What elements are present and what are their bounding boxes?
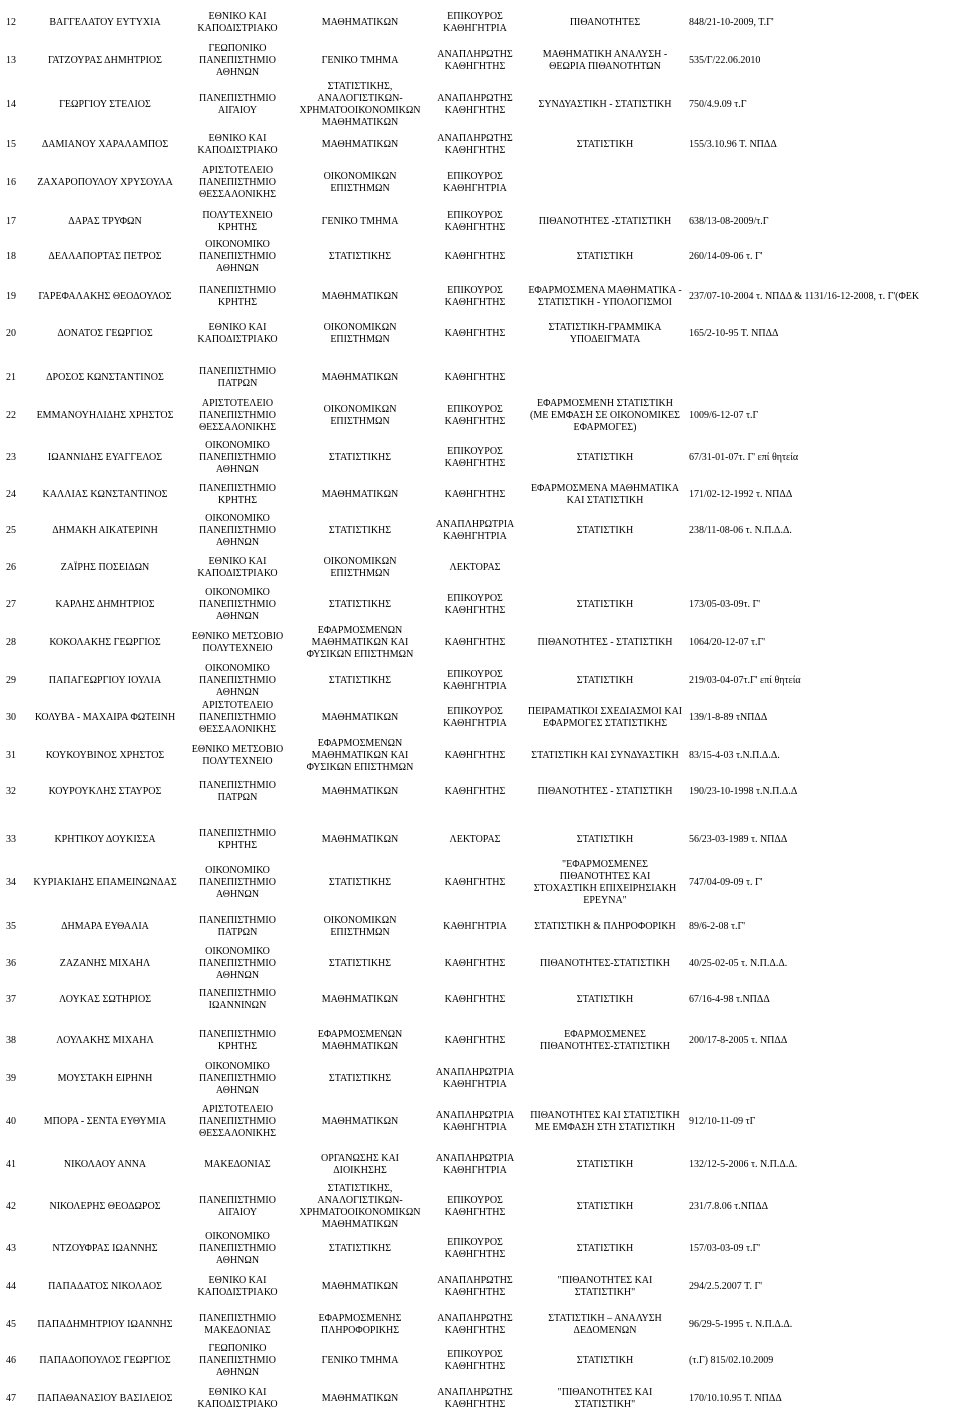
- cell-subject: ΣΤΑΤΙΣΤΙΚΗ – ΑΝΑΛΥΣΗ ΔΕΔΟΜΕΝΩΝ: [548, 1313, 662, 1336]
- table-row: [0, 549, 960, 587]
- cell-num: 30: [6, 712, 16, 723]
- cell-num: 33: [6, 834, 16, 845]
- cell-rank: ΚΑΘΗΓΗΤΗΣ: [444, 1035, 506, 1046]
- cell-name: ΚΟΥΡΟΥΚΛΗΣ ΣΤΑΥΡΟΣ: [48, 786, 162, 797]
- cell-institution: ΠΟΛΥΤΕΧΝΕΙΟ ΚΡΗΤΗΣ: [202, 210, 273, 233]
- table-row: [0, 1379, 960, 1419]
- cell-department: ΜΑΘΗΜΑΤΙΚΩΝ: [321, 712, 399, 723]
- cell-num: 40: [6, 1116, 16, 1127]
- cell-code: 638/13-08-2009/τ.Γ: [689, 216, 769, 227]
- cell-name: ΕΜΜΑΝΟΥΗΛΙΔΗΣ ΧΡΗΣΤΟΣ: [36, 410, 174, 421]
- table-row: [0, 393, 960, 439]
- cell-code: 238/11-08-06 τ. Ν.Π.Δ.Δ.: [689, 525, 792, 536]
- cell-institution: ΠΑΝΕΠΙΣΤΗΜΙΟ ΑΙΓΑΙΟΥ: [199, 93, 276, 116]
- cell-department: ΜΑΘΗΜΑΤΙΚΩΝ: [321, 1281, 399, 1292]
- cell-institution: ΕΘΝΙΚΟ ΜΕΤΣΟΒΙΟ ΠΟΛΥΤΕΧΝΕΙΟ: [191, 744, 284, 767]
- cell-department: ΣΤΑΤΙΣΤΙΚΗΣ: [328, 599, 392, 610]
- cell-institution: ΑΡΙΣΤΟΤΕΛΕΙΟ ΠΑΝΕΠΙΣΤΗΜΙΟ ΘΕΣΣΑΛΟΝΙΚΗΣ: [198, 700, 277, 735]
- cell-code: 67/31-01-07τ. Γ' επί θητεία: [689, 452, 799, 463]
- cell-institution: ΠΑΝΕΠΙΣΤΗΜΙΟ ΚΡΗΤΗΣ: [199, 1029, 276, 1052]
- table-row: [0, 1343, 960, 1379]
- cell-name: ΖΑΧΑΡΟΠΟΥΛΟΥ ΧΡΥΣΟΥΛΑ: [37, 177, 173, 188]
- table-row: [0, 363, 960, 393]
- roster-table: [0, 363, 960, 809]
- cell-subject: ΣΤΑΤΙΣΤΙΚΗ: [576, 1243, 634, 1254]
- cell-subject: ΠΕΙΡΑΜΑΤΙΚΟΙ ΣΧΕΔΙΑΣΜΟΙ ΚΑΙ ΕΦΑΡΜΟΓΕΣ ΣΤΑΤΙΣΤΙΚΗΣ: [527, 706, 683, 729]
- cell-rank: ΑΝΑΠΛΗΡΩΤΗΣ ΚΑΘΗΓΗΤΗΣ: [437, 1387, 513, 1410]
- cell-code: 237/07-10-2004 τ. ΝΠΔΔ & 1131/16-12-2008, τ. Γ'(ΦΕΚ: [689, 291, 920, 302]
- cell-institution: ΓΕΩΠΟΝΙΚΟ ΠΑΝΕΠΙΣΤΗΜΙΟ ΑΘΗΝΩΝ: [199, 43, 276, 78]
- cell-rank: ΕΠΙΚΟΥΡΟΣ ΚΑΘΗΓΗΤΗΣ: [444, 404, 506, 427]
- cell-institution: ΟΙΚΟΝΟΜΙΚΟ ΠΑΝΕΠΙΣΤΗΜΙΟ ΑΘΗΝΩΝ: [199, 946, 276, 981]
- cell-code: [685, 161, 960, 205]
- cell-num: 39: [6, 1073, 16, 1084]
- cell-rank: ΚΑΘΗΓΗΤΗΣ: [444, 750, 506, 761]
- cell-subject: ΠΙΘΑΝΟΤΗΤΕΣ-ΣΤΑΤΙΣΤΙΚΗ: [539, 958, 671, 969]
- cell-subject: ΠΙΘΑΝΟΤΗΤΕΣ ΚΑΙ ΣΤΑΤΙΣΤΙΚΗ ΜΕ ΕΜΦΑΣΗ ΣΤΗ ΣΤΑΤΙΣΤΙΚΗ: [530, 1110, 680, 1133]
- cell-num: 19: [6, 291, 16, 302]
- cell-subject: [525, 549, 685, 587]
- cell-name: ΚΡΗΤΙΚΟΥ ΔΟΥΚΙΣΣΑ: [54, 834, 156, 845]
- cell-rank: ΚΑΘΗΓΗΤΗΣ: [444, 877, 506, 888]
- cell-subject: "ΠΙΘΑΝΟΤΗΤΕΣ ΚΑΙ ΣΤΑΤΙΣΤΙΚΗ": [557, 1275, 653, 1298]
- cell-subject: ΣΤΑΤΙΣΤΙΚΗ ΚΑΙ ΣΥΝΔΥΑΣΤΙΚΗ: [531, 750, 679, 761]
- cell-name: ΛΟΥΛΑΚΗΣ ΜΙΧΑΗΛ: [56, 1035, 154, 1046]
- cell-subject: ΣΤΑΤΙΣΤΙΚΗ: [576, 139, 634, 150]
- cell-code: 40/25-02-05 τ. Ν.Π.Δ.Δ.: [689, 958, 788, 969]
- cell-name: ΜΠΟΡΑ - ΣΕΝΤΑ ΕΥΘΥΜΙΑ: [43, 1116, 167, 1127]
- cell-subject: ΣΤΑΤΙΣΤΙΚΗ: [576, 452, 634, 463]
- cell-num: 42: [6, 1201, 16, 1212]
- cell-department: ΓΕΝΙΚΟ ΤΜΗΜΑ: [321, 1355, 399, 1366]
- cell-num: 44: [6, 1281, 16, 1292]
- cell-department: ΕΦΑΡΜΟΣΜΕΝΩΝ ΜΑΘΗΜΑΤΙΚΩΝ ΚΑΙ ΦΥΣΙΚΩΝ ΕΠΙΣΤΗΜΩΝ: [306, 625, 414, 660]
- cell-name: ΚΑΡΛΗΣ ΔΗΜΗΤΡΙΟΣ: [55, 599, 155, 610]
- roster-table: [0, 823, 960, 1017]
- cell-code: 750/4.9.09 τ.Γ: [689, 99, 747, 110]
- cell-subject: ΣΤΑΤΙΣΤΙΚΗ: [576, 525, 634, 536]
- cell-rank: ΚΑΘΗΓΗΤΗΣ: [444, 372, 506, 383]
- cell-rank: ΕΠΙΚΟΥΡΟΣ ΚΑΘΗΓΗΤΗΣ: [444, 593, 506, 616]
- cell-code: (τ.Γ) 815/02.10.2009: [689, 1355, 774, 1366]
- table-row: [0, 945, 960, 983]
- cell-institution: ΠΑΝΕΠΙΣΤΗΜΙΟ ΚΡΗΤΗΣ: [199, 828, 276, 851]
- cell-institution: ΑΡΙΣΤΟΤΕΛΕΙΟ ΠΑΝΕΠΙΣΤΗΜΙΟ ΘΕΣΣΑΛΟΝΙΚΗΣ: [198, 398, 277, 433]
- cell-name: ΙΩΑΝΝΙΔΗΣ ΕΥΑΓΓΕΛΟΣ: [47, 452, 163, 463]
- cell-institution: ΕΘΝΙΚΟ ΚΑΙ ΚΑΠΟΔΙΣΤΡΙΑΚΟ: [197, 322, 278, 345]
- cell-code: 1064/20-12-07 τ.Γ': [689, 637, 766, 648]
- cell-department: ΜΑΘΗΜΑΤΙΚΩΝ: [321, 1393, 399, 1404]
- cell-institution: ΟΙΚΟΝΟΜΙΚΟ ΠΑΝΕΠΙΣΤΗΜΙΟ ΑΘΗΝΩΝ: [199, 865, 276, 900]
- cell-name: ΚΥΡΙΑΚΙΔΗΣ ΕΠΑΜΕΙΝΩΝΔΑΣ: [33, 877, 177, 888]
- cell-subject: ΠΙΘΑΝΟΤΗΤΕΣ - ΣΤΑΤΙΣΤΙΚΗ: [537, 786, 673, 797]
- cell-institution: ΕΘΝΙΚΟ ΜΕΤΣΟΒΙΟ ΠΟΛΥΤΕΧΝΕΙΟ: [191, 631, 284, 654]
- cell-num: 17: [6, 216, 16, 227]
- table-row: [0, 239, 960, 275]
- cell-name: ΔΑΡΑΣ ΤΡΥΦΩΝ: [68, 216, 142, 227]
- cell-institution: ΕΘΝΙΚΟ ΚΑΙ ΚΑΠΟΔΙΣΤΡΙΑΚΟ: [197, 1387, 278, 1410]
- table-row: [0, 909, 960, 945]
- cell-rank: ΛΕΚΤΟΡΑΣ: [449, 562, 501, 573]
- cell-code: [685, 363, 960, 393]
- cell-department: ΜΑΘΗΜΑΤΙΚΩΝ: [321, 834, 399, 845]
- cell-num: 18: [6, 251, 16, 262]
- cell-name: ΝΙΚΟΛΑΟΥ ΑΝΝΑ: [63, 1159, 147, 1170]
- cell-department: ΜΑΘΗΜΑΤΙΚΩΝ: [321, 17, 399, 28]
- cell-institution: ΟΙΚΟΝΟΜΙΚΟ ΠΑΝΕΠΙΣΤΗΜΙΟ ΑΘΗΝΩΝ: [199, 513, 276, 548]
- cell-num: 35: [6, 921, 16, 932]
- table-row: [0, 587, 960, 623]
- cell-rank: ΕΠΙΚΟΥΡΟΣ ΚΑΘΗΓΗΤΗΣ: [444, 210, 506, 233]
- cell-department: ΜΑΘΗΜΑΤΙΚΩΝ: [321, 291, 399, 302]
- cell-subject: ΣΤΑΤΙΣΤΙΚΗ: [576, 1159, 634, 1170]
- cell-name: ΚΟΚΟΛΑΚΗΣ ΓΕΩΡΓΙΟΣ: [49, 637, 161, 648]
- cell-name: ΛΟΥΚΑΣ ΣΩΤΗΡΙΟΣ: [58, 994, 152, 1005]
- cell-num: 45: [6, 1319, 16, 1330]
- cell-code: 56/23-03-1989 τ. ΝΠΔΔ: [689, 834, 788, 845]
- cell-department: ΣΤΑΤΙΣΤΙΚΗΣ, ΑΝΑΛΟΓΙΣΤΙΚΩΝ- ΧΡΗΜΑΤΟΟΙΚΟΝΟΜΙΚΩΝ ΜΑΘΗΜΑΤΙΚΩΝ: [299, 81, 421, 128]
- cell-subject: ΕΦΑΡΜΟΣΜΕΝΗ ΣΤΑΤΙΣΤΙΚΗ (ΜΕ ΕΜΦΑΣΗ ΣΕ ΟΙΚΟΝΟΜΙΚΕΣ ΕΦΑΡΜΟΓΕΣ): [530, 398, 680, 433]
- cell-num: 23: [6, 452, 16, 463]
- cell-department: ΣΤΑΤΙΣΤΙΚΗΣ: [328, 877, 392, 888]
- table-row: [0, 1307, 960, 1343]
- cell-num: 37: [6, 994, 16, 1005]
- cell-rank: ΕΠΙΚΟΥΡΟΣ ΚΑΘΗΓΗΤΗΣ: [444, 1237, 506, 1260]
- cell-num: 38: [6, 1035, 16, 1046]
- table-row: [0, 983, 960, 1017]
- cell-name: ΚΟΛΥΒΑ - ΜΑΧΑΙΡΑ ΦΩΤΕΙΝΗ: [34, 712, 176, 723]
- cell-department: ΟΙΚΟΝΟΜΙΚΩΝ ΕΠΙΣΤΗΜΩΝ: [323, 404, 397, 427]
- cell-code: 535/Γ/22.06.2010: [689, 55, 761, 66]
- cell-num: 12: [6, 17, 16, 28]
- cell-rank: ΕΠΙΚΟΥΡΟΣ ΚΑΘΗΓΗΤΡΙΑ: [443, 171, 507, 194]
- cell-num: 15: [6, 139, 16, 150]
- cell-name: ΝΤΖΟΥΦΡΑΣ ΙΩΑΝΝΗΣ: [52, 1243, 158, 1254]
- cell-num: 46: [6, 1355, 16, 1366]
- cell-rank: ΕΠΙΚΟΥΡΟΣ ΚΑΘΗΓΗΤΡΙΑ: [443, 669, 507, 692]
- cell-department: ΟΙΚΟΝΟΜΙΚΩΝ ΕΠΙΣΤΗΜΩΝ: [323, 322, 397, 345]
- cell-rank: ΕΠΙΚΟΥΡΟΣ ΚΑΘΗΓΗΤΡΙΑ: [443, 706, 507, 729]
- cell-rank: ΚΑΘΗΓΗΤΗΣ: [444, 328, 506, 339]
- cell-institution: ΠΑΝΕΠΙΣΤΗΜΙΟ ΙΩΑΝΝΙΝΩΝ: [199, 988, 276, 1011]
- cell-department: ΜΑΘΗΜΑΤΙΚΩΝ: [321, 372, 399, 383]
- table-row: [0, 1147, 960, 1183]
- cell-institution: ΠΑΝΕΠΙΣΤΗΜΙΟ ΚΡΗΤΗΣ: [199, 285, 276, 308]
- roster-table: [0, 5, 960, 349]
- cell-num: 13: [6, 55, 16, 66]
- cell-rank: ΕΠΙΚΟΥΡΟΣ ΚΑΘΗΓΗΤΗΣ: [444, 446, 506, 469]
- cell-subject: ΣΤΑΤΙΣΤΙΚΗ & ΠΛΗΡΟΦΟΡΙΚΗ: [534, 921, 676, 932]
- cell-department: ΕΦΑΡΜΟΣΜΕΝΗΣ ΠΛΗΡΟΦΟΡΙΚΗΣ: [318, 1313, 402, 1336]
- cell-subject: [525, 1061, 685, 1097]
- table-row: [0, 823, 960, 857]
- cell-institution: ΑΡΙΣΤΟΤΕΛΕΙΟ ΠΑΝΕΠΙΣΤΗΜΙΟ ΘΕΣΣΑΛΟΝΙΚΗΣ: [198, 165, 277, 200]
- cell-institution: ΓΕΩΠΟΝΙΚΟ ΠΑΝΕΠΙΣΤΗΜΙΟ ΑΘΗΝΩΝ: [199, 1343, 276, 1378]
- cell-num: 34: [6, 877, 16, 888]
- cell-institution: ΟΙΚΟΝΟΜΙΚΟ ΠΑΝΕΠΙΣΤΗΜΙΟ ΑΘΗΝΩΝ: [199, 1231, 276, 1266]
- cell-name: ΔΗΜΑΡΑ ΕΥΘΑΛΙΑ: [61, 921, 149, 932]
- cell-subject: ΣΤΑΤΙΣΤΙΚΗ: [576, 994, 634, 1005]
- cell-code: 231/7.8.06 τ.ΝΠΔΔ: [689, 1201, 769, 1212]
- cell-num: 20: [6, 328, 16, 339]
- cell-code: 155/3.10.96 Τ. ΝΠΔΔ: [689, 139, 777, 150]
- cell-num: 22: [6, 410, 16, 421]
- cell-subject: ΠΙΘΑΝΟΤΗΤΕΣ - ΣΤΑΤΙΣΤΙΚΗ: [537, 637, 673, 648]
- cell-rank: ΚΑΘΗΓΗΤΗΣ: [444, 637, 506, 648]
- cell-code: 294/2.5.2007 Τ. Γ': [689, 1281, 763, 1292]
- cell-rank: ΑΝΑΠΛΗΡΩΤΗΣ ΚΑΘΗΓΗΤΗΣ: [437, 1275, 513, 1298]
- cell-name: ΓΕΩΡΓΙΟΥ ΣΤΕΛΙΟΣ: [59, 99, 151, 110]
- cell-department: ΜΑΘΗΜΑΤΙΚΩΝ: [321, 1116, 399, 1127]
- table-row: [0, 41, 960, 81]
- table-row: [0, 1267, 960, 1307]
- cell-num: 24: [6, 489, 16, 500]
- cell-institution: ΕΘΝΙΚΟ ΚΑΙ ΚΑΠΟΔΙΣΤΡΙΑΚΟ: [197, 556, 278, 579]
- cell-subject: "ΠΙΘΑΝΟΤΗΤΕΣ ΚΑΙ ΣΤΑΤΙΣΤΙΚΗ": [557, 1387, 653, 1410]
- cell-institution: ΟΙΚΟΝΟΜΙΚΟ ΠΑΝΕΠΙΣΤΗΜΙΟ ΑΘΗΝΩΝ: [199, 239, 276, 274]
- cell-department: ΣΤΑΤΙΣΤΙΚΗΣ: [328, 675, 392, 686]
- cell-department: ΜΑΘΗΜΑΤΙΚΩΝ: [321, 786, 399, 797]
- cell-rank: ΚΑΘΗΓΗΤΗΣ: [444, 786, 506, 797]
- cell-name: ΒΑΓΓΕΛΑΤΟΥ ΕΥΤΥΧΙΑ: [49, 17, 161, 28]
- cell-rank: ΕΠΙΚΟΥΡΟΣ ΚΑΘΗΓΗΤΗΣ: [444, 1349, 506, 1372]
- cell-num: 16: [6, 177, 16, 188]
- cell-num: 27: [6, 599, 16, 610]
- cell-subject: ΣΤΑΤΙΣΤΙΚΗ: [576, 675, 634, 686]
- cell-rank: ΛΕΚΤΟΡΑΣ: [449, 834, 501, 845]
- cell-num: 21: [6, 372, 16, 383]
- cell-institution: ΠΑΝΕΠΙΣΤΗΜΙΟ ΑΙΓΑΙΟΥ: [199, 1195, 276, 1218]
- cell-subject: ΣΥΝΔΥΑΣΤΙΚΗ - ΣΤΑΤΙΣΤΙΚΗ: [538, 99, 672, 110]
- cell-rank: ΚΑΘΗΓΗΤΗΣ: [444, 994, 506, 1005]
- cell-name: ΚΟΥΚΟΥΒΙΝΟΣ ΧΡΗΣΤΟΣ: [45, 750, 165, 761]
- table-row: [0, 319, 960, 349]
- cell-code: 1009/6-12-07 τ.Γ: [689, 410, 759, 421]
- cell-institution: ΕΘΝΙΚΟ ΚΑΙ ΚΑΠΟΔΙΣΤΡΙΑΚΟ: [197, 133, 278, 156]
- cell-name: ΖΑΪΡΗΣ ΠΟΣΕΙΔΩΝ: [60, 562, 150, 573]
- cell-num: 29: [6, 675, 16, 686]
- cell-name: ΔΑΜΙΑΝΟΥ ΧΑΡΑΛΑΜΠΟΣ: [41, 139, 169, 150]
- cell-department: ΣΤΑΤΙΣΤΙΚΗΣ: [328, 1243, 392, 1254]
- cell-num: 26: [6, 562, 16, 573]
- cell-department: ΟΙΚΟΝΟΜΙΚΩΝ ΕΠΙΣΤΗΜΩΝ: [323, 171, 397, 194]
- cell-institution: ΠΑΝΕΠΙΣΤΗΜΙΟ ΚΡΗΤΗΣ: [199, 483, 276, 506]
- cell-department: ΣΤΑΤΙΣΤΙΚΗΣ: [328, 251, 392, 262]
- table-row: [0, 439, 960, 477]
- cell-num: 43: [6, 1243, 16, 1254]
- cell-code: 219/03-04-07τ.Γ' επί θητεία: [689, 675, 801, 686]
- table-row: [0, 1061, 960, 1097]
- cell-department: ΣΤΑΤΙΣΤΙΚΗΣ, ΑΝΑΛΟΓΙΣΤΙΚΩΝ- ΧΡΗΜΑΤΟΟΙΚΟΝΟΜΙΚΩΝ ΜΑΘΗΜΑΤΙΚΩΝ: [299, 1183, 421, 1230]
- cell-subject: "ΕΦΑΡΜΟΣΜΕΝΕΣ ΠΙΘΑΝΟΤΗΤΕΣ ΚΑΙ ΣΤΟΧΑΣΤΙΚΗ ΕΠΙΧΕΙΡΗΣΙΑΚΗ ΕΡΕΥΝΑ": [533, 859, 677, 906]
- table-row: [0, 857, 960, 909]
- cell-name: ΖΑΖΑΝΗΣ ΜΙΧΑΗΛ: [59, 958, 151, 969]
- cell-code: 912/10-11-09 τΓ: [689, 1116, 756, 1127]
- table-row: [0, 5, 960, 41]
- cell-code: 165/2-10-95 Τ. ΝΠΔΔ: [689, 328, 779, 339]
- table-row: [0, 623, 960, 663]
- cell-code: 157/03-03-09 τ.Γ': [689, 1243, 761, 1254]
- cell-num: 32: [6, 786, 16, 797]
- table-row: [0, 699, 960, 737]
- cell-name: ΔΗΜΑΚΗ ΑΙΚΑΤΕΡΙΝΗ: [52, 525, 158, 536]
- cell-code: 747/04-09-09 τ. Γ': [689, 877, 763, 888]
- cell-subject: ΠΙΘΑΝΟΤΗΤΕΣ -ΣΤΑΤΙΣΤΙΚΗ: [538, 216, 672, 227]
- table-row: [0, 129, 960, 161]
- cell-department: ΜΑΘΗΜΑΤΙΚΩΝ: [321, 489, 399, 500]
- cell-name: ΠΑΠΑΔΟΠΟΥΛΟΣ ΓΕΩΡΓΙΟΣ: [39, 1355, 171, 1366]
- cell-code: 170/10.10.95 Τ. ΝΠΔΔ: [689, 1393, 782, 1404]
- cell-num: 47: [6, 1393, 16, 1404]
- cell-code: 190/23-10-1998 τ.Ν.Π.Δ.Δ: [689, 786, 798, 797]
- cell-department: ΣΤΑΤΙΣΤΙΚΗΣ: [328, 525, 392, 536]
- cell-institution: ΠΑΝΕΠΙΣΤΗΜΙΟ ΜΑΚΕΔΟΝΙΑΣ: [199, 1313, 276, 1336]
- cell-subject: ΣΤΑΤΙΣΤΙΚΗ: [576, 251, 634, 262]
- table-row: [0, 205, 960, 239]
- cell-department: ΣΤΑΤΙΣΤΙΚΗΣ: [328, 452, 392, 463]
- cell-code: [685, 549, 960, 587]
- table-row: [0, 161, 960, 205]
- cell-subject: ΕΦΑΡΜΟΣΜΕΝΑ ΜΑΘΗΜΑΤΙΚΑ - ΣΤΑΤΙΣΤΙΚΗ - ΥΠΟΛΟΓΙΣΜΟΙ: [528, 285, 682, 308]
- cell-name: ΠΑΠΑΓΕΩΡΓΙΟΥ ΙΟΥΛΙΑ: [48, 675, 162, 686]
- cell-code: 89/6-2-08 τ.Γ': [689, 921, 746, 932]
- cell-code: 171/02-12-1992 τ. ΝΠΔΔ: [689, 489, 793, 500]
- roster-table: [0, 1021, 960, 1419]
- cell-department: ΣΤΑΤΙΣΤΙΚΗΣ: [328, 958, 392, 969]
- cell-code: 848/21-10-2009, Τ.Γ': [689, 17, 774, 28]
- cell-rank: ΕΠΙΚΟΥΡΟΣ ΚΑΘΗΓΗΤΡΙΑ: [443, 11, 507, 34]
- cell-rank: ΑΝΑΠΛΗΡΩΤΗΣ ΚΑΘΗΓΗΤΗΣ: [437, 133, 513, 156]
- cell-subject: ΣΤΑΤΙΣΤΙΚΗ: [576, 834, 634, 845]
- cell-name: ΠΑΠΑΔΗΜΗΤΡΙΟΥ ΙΩΑΝΝΗΣ: [37, 1319, 173, 1330]
- cell-subject: ΣΤΑΤΙΣΤΙΚΗ-ΓΡΑΜΜΙΚΑ ΥΠΟΔΕΙΓΜΑΤΑ: [548, 322, 662, 345]
- table-row: [0, 275, 960, 319]
- cell-num: 41: [6, 1159, 16, 1170]
- table-row: [0, 1021, 960, 1061]
- cell-subject: ΣΤΑΤΙΣΤΙΚΗ: [576, 1201, 634, 1212]
- cell-code: [685, 1061, 960, 1097]
- cell-institution: ΠΑΝΕΠΙΣΤΗΜΙΟ ΠΑΤΡΩΝ: [199, 915, 276, 938]
- cell-code: 139/1-8-89 τΝΠΔΔ: [689, 712, 768, 723]
- cell-subject: ΣΤΑΤΙΣΤΙΚΗ: [576, 1355, 634, 1366]
- cell-rank: ΑΝΑΠΛΗΡΩΤΗΣ ΚΑΘΗΓΗΤΗΣ: [437, 1313, 513, 1336]
- table-row: [0, 775, 960, 809]
- cell-department: ΜΑΘΗΜΑΤΙΚΩΝ: [321, 994, 399, 1005]
- cell-department: ΟΡΓΑΝΩΣΗΣ ΚΑΙ ΔΙΟΙΚΗΣΗΣ: [320, 1153, 400, 1176]
- cell-code: 83/15-4-03 τ.Ν.Π.Δ.Δ.: [689, 750, 780, 761]
- cell-department: ΜΑΘΗΜΑΤΙΚΩΝ: [321, 139, 399, 150]
- cell-subject: ΜΑΘΗΜΑΤΙΚΗ ΑΝΑΛΥΣΗ - ΘΕΩΡΙΑ ΠΙΘΑΝΟΤΗΤΩΝ: [542, 49, 668, 72]
- table-row: [0, 663, 960, 699]
- cell-department: ΣΤΑΤΙΣΤΙΚΗΣ: [328, 1073, 392, 1084]
- cell-institution: ΕΘΝΙΚΟ ΚΑΙ ΚΑΠΟΔΙΣΤΡΙΑΚΟ: [197, 11, 278, 34]
- cell-name: ΓΑΡΕΦΑΛΑΚΗΣ ΘΕΟΔΟΥΛΟΣ: [38, 291, 172, 302]
- cell-num: 25: [6, 525, 16, 536]
- cell-name: ΝΙΚΟΛΕΡΗΣ ΘΕΟΔΩΡΟΣ: [49, 1201, 161, 1212]
- cell-subject: [525, 363, 685, 393]
- table-row: [0, 477, 960, 513]
- cell-department: ΟΙΚΟΝΟΜΙΚΩΝ ΕΠΙΣΤΗΜΩΝ: [323, 556, 397, 579]
- cell-department: ΕΦΑΡΜΟΣΜΕΝΩΝ ΜΑΘΗΜΑΤΙΚΩΝ ΚΑΙ ΦΥΣΙΚΩΝ ΕΠΙΣΤΗΜΩΝ: [306, 738, 414, 773]
- cell-rank: ΚΑΘΗΓΗΤΡΙΑ: [443, 921, 507, 932]
- cell-subject: ΣΤΑΤΙΣΤΙΚΗ: [576, 599, 634, 610]
- cell-name: ΠΑΠΑΘΑΝΑΣΙΟΥ ΒΑΣΙΛΕΙΟΣ: [37, 1393, 173, 1404]
- cell-num: 36: [6, 958, 16, 969]
- cell-institution: ΟΙΚΟΝΟΜΙΚΟ ΠΑΝΕΠΙΣΤΗΜΙΟ ΑΘΗΝΩΝ: [199, 1061, 276, 1096]
- table-row: [0, 513, 960, 549]
- table-row: [0, 737, 960, 775]
- cell-institution: ΑΡΙΣΤΟΤΕΛΕΙΟ ΠΑΝΕΠΙΣΤΗΜΙΟ ΘΕΣΣΑΛΟΝΙΚΗΣ: [198, 1104, 277, 1139]
- cell-name: ΔΟΝΑΤΟΣ ΓΕΩΡΓΙΟΣ: [57, 328, 153, 339]
- cell-institution: ΜΑΚΕΔΟΝΙΑΣ: [204, 1159, 271, 1170]
- cell-department: ΓΕΝΙΚΟ ΤΜΗΜΑ: [321, 55, 399, 66]
- table-row: [0, 81, 960, 129]
- cell-rank: ΑΝΑΠΛΗΡΩΤΡΙΑ ΚΑΘΗΓΗΤΡΙΑ: [435, 1110, 515, 1133]
- cell-subject: ΠΙΘΑΝΟΤΗΤΕΣ: [569, 17, 641, 28]
- cell-rank: ΑΝΑΠΛΗΡΩΤΡΙΑ ΚΑΘΗΓΗΤΡΙΑ: [435, 1067, 515, 1090]
- table-row: [0, 1183, 960, 1231]
- cell-code: 132/12-5-2006 τ. Ν.Π.Δ.Δ.: [689, 1159, 798, 1170]
- cell-rank: ΑΝΑΠΛΗΡΩΤΡΙΑ ΚΑΘΗΓΗΤΡΙΑ: [435, 519, 515, 542]
- cell-institution: ΟΙΚΟΝΟΜΙΚΟ ΠΑΝΕΠΙΣΤΗΜΙΟ ΑΘΗΝΩΝ: [199, 587, 276, 622]
- cell-rank: ΕΠΙΚΟΥΡΟΣ ΚΑΘΗΓΗΤΗΣ: [444, 1195, 506, 1218]
- cell-code: 96/29-5-1995 τ. Ν.Π.Δ.Δ.: [689, 1319, 793, 1330]
- cell-code: 260/14-09-06 τ. Γ': [689, 251, 763, 262]
- cell-institution: ΠΑΝΕΠΙΣΤΗΜΙΟ ΠΑΤΡΩΝ: [199, 780, 276, 803]
- cell-num: 28: [6, 637, 16, 648]
- cell-code: 173/05-03-09τ. Γ': [689, 599, 761, 610]
- cell-department: ΕΦΑΡΜΟΣΜΕΝΩΝ ΜΑΘΗΜΑΤΙΚΩΝ: [317, 1029, 403, 1052]
- table-row: [0, 1231, 960, 1267]
- cell-name: ΠΑΠΑΔΑΤΟΣ ΝΙΚΟΛΑΟΣ: [48, 1281, 162, 1292]
- cell-rank: ΑΝΑΠΛΗΡΩΤΗΣ ΚΑΘΗΓΗΤΗΣ: [437, 49, 513, 72]
- cell-department: ΟΙΚΟΝΟΜΙΚΩΝ ΕΠΙΣΤΗΜΩΝ: [323, 915, 397, 938]
- cell-department: ΓΕΝΙΚΟ ΤΜΗΜΑ: [321, 216, 399, 227]
- cell-rank: ΑΝΑΠΛΗΡΩΤΗΣ ΚΑΘΗΓΗΤΗΣ: [437, 93, 513, 116]
- cell-institution: ΟΙΚΟΝΟΜΙΚΟ ΠΑΝΕΠΙΣΤΗΜΙΟ ΑΘΗΝΩΝ: [199, 440, 276, 475]
- cell-rank: ΚΑΘΗΓΗΤΗΣ: [444, 958, 506, 969]
- cell-num: 31: [6, 750, 16, 761]
- cell-num: 14: [6, 99, 16, 110]
- cell-name: ΓΑΤΖΟΥΡΑΣ ΔΗΜΗΤΡΙΟΣ: [48, 55, 162, 66]
- cell-code: 200/17-8-2005 τ. ΝΠΔΔ: [689, 1035, 788, 1046]
- cell-rank: ΑΝΑΠΛΗΡΩΤΡΙΑ ΚΑΘΗΓΗΤΡΙΑ: [435, 1153, 515, 1176]
- cell-subject: ΕΦΑΡΜΟΣΜΕΝΕΣ ΠΙΘΑΝΟΤΗΤΕΣ-ΣΤΑΤΙΣΤΙΚΗ: [539, 1029, 671, 1052]
- cell-name: ΔΕΛΛΑΠΟΡΤΑΣ ΠΕΤΡΟΣ: [48, 251, 162, 262]
- cell-institution: ΠΑΝΕΠΙΣΤΗΜΙΟ ΠΑΤΡΩΝ: [199, 366, 276, 389]
- cell-subject: ΕΦΑΡΜΟΣΜΕΝΑ ΜΑΘΗΜΑΤΙΚΑ ΚΑΙ ΣΤΑΤΙΣΤΙΚΗ: [530, 483, 680, 506]
- cell-code: 67/16-4-98 τ.ΝΠΔΔ: [689, 994, 770, 1005]
- cell-name: ΚΑΛΛΙΑΣ ΚΩΝΣΤΑΝΤΙΝΟΣ: [42, 489, 168, 500]
- cell-subject: [525, 161, 685, 205]
- cell-rank: ΚΑΘΗΓΗΤΗΣ: [444, 251, 506, 262]
- cell-rank: ΚΑΘΗΓΗΤΗΣ: [444, 489, 506, 500]
- cell-name: ΔΡΟΣΟΣ ΚΩΝΣΤΑΝΤΙΝΟΣ: [46, 372, 164, 383]
- table-row: [0, 1097, 960, 1147]
- cell-institution: ΟΙΚΟΝΟΜΙΚΟ ΠΑΝΕΠΙΣΤΗΜΙΟ ΑΘΗΝΩΝ: [199, 663, 276, 698]
- cell-institution: ΕΘΝΙΚΟ ΚΑΙ ΚΑΠΟΔΙΣΤΡΙΑΚΟ: [197, 1275, 278, 1298]
- cell-name: ΜΟΥΣΤΑΚΗ ΕΙΡΗΝΗ: [57, 1073, 153, 1084]
- cell-rank: ΕΠΙΚΟΥΡΟΣ ΚΑΘΗΓΗΤΗΣ: [444, 285, 506, 308]
